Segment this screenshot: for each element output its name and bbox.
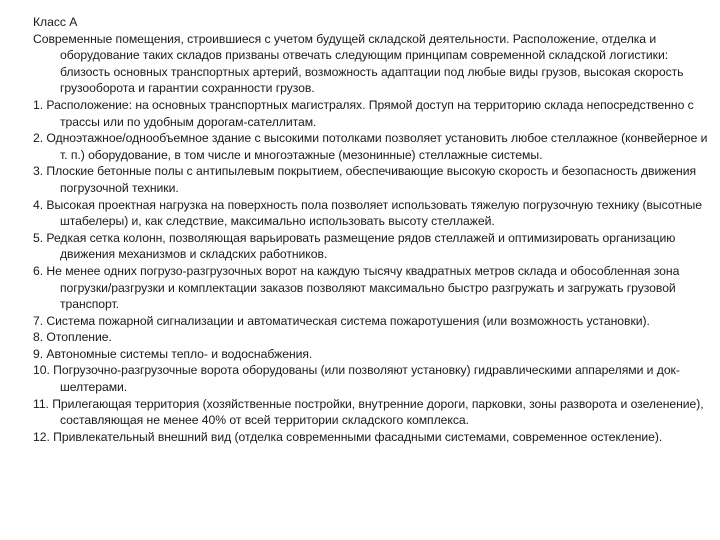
class-title: Класс A xyxy=(33,15,78,29)
list-item-11: 11. Прилегающая территория (хозяйственные постройки, внутренние дороги, парковки, зоны разворота и озеленение), составляющая не менее 40% от всей территории складского комплекса. xyxy=(33,396,704,428)
list-item-9: 9. Автономные системы тепло- и водоснабжения. xyxy=(33,346,313,361)
list-item-8: 8. Отопление. xyxy=(33,330,112,345)
list-item-6: 6. Не менее одних погрузо-разгрузочных ворот на каждую тысячу квадратных метров склада и обособленная зона погрузки/разгрузки и комплектации заказов позволяют максимально быстро разгружать и загружать грузовой транспорт. xyxy=(33,263,680,312)
list-item-10: 10. Погрузочно-разгрузочные ворота оборудованы (или позволяют установку) гидравлическими аппарелями и док-шелтерами. xyxy=(33,363,680,395)
intro-paragraph: Современные помещения, строившиеся с учетом будущей складской деятельности. Расположение, отделка и оборудование таких складов призваны отвечать следующим принципам современной складской логистики: близость основных транспортных артерий, возможность адаптации под любые виды грузов, высокая скорость грузооборота и гарантии сохранности грузов. xyxy=(33,31,684,96)
list-item-5: 5. Редкая сетка колонн, позволяющая варьировать размещение рядов стеллажей и оптимизировать организацию движения механизмов и складских работников. xyxy=(33,230,676,262)
list-item-3: 3. Плоские бетонные полы с антипылевым покрытием, обеспечивающие высокую скорость и безопасность движения погрузочной техники. xyxy=(33,164,697,195)
list-item-4: 4. Высокая проектная нагрузка на поверхность пола позволяет использовать тяжелую погрузочную технику (высотные штабелеры) и, как следствие, максимально использовать высоту стеллажей. xyxy=(33,197,702,229)
list-item-7: 7. Система пожарной сигнализации и автоматическая система пожаротушения (или возможность установки). xyxy=(33,313,650,328)
list-item-12: 12. Привлекательный внешний вид (отделка современными фасадными системами, современное остекление). xyxy=(33,429,663,444)
list-item-1: 1. Расположение: на основных транспортных магистралях. Прямой доступ на территорию склада непосредственно с трассы или по удобным дорогам-сателлитам. xyxy=(33,97,694,129)
list-item-2: 2. Одноэтажное/однообъемное здание с высокими потолками позволяет установить любое стеллажное (конвейерное и т. п.) оборудование, в том числе и многоэтажные (мезонинные) стеллажные системы. xyxy=(33,131,708,162)
text-body xyxy=(33,14,717,445)
